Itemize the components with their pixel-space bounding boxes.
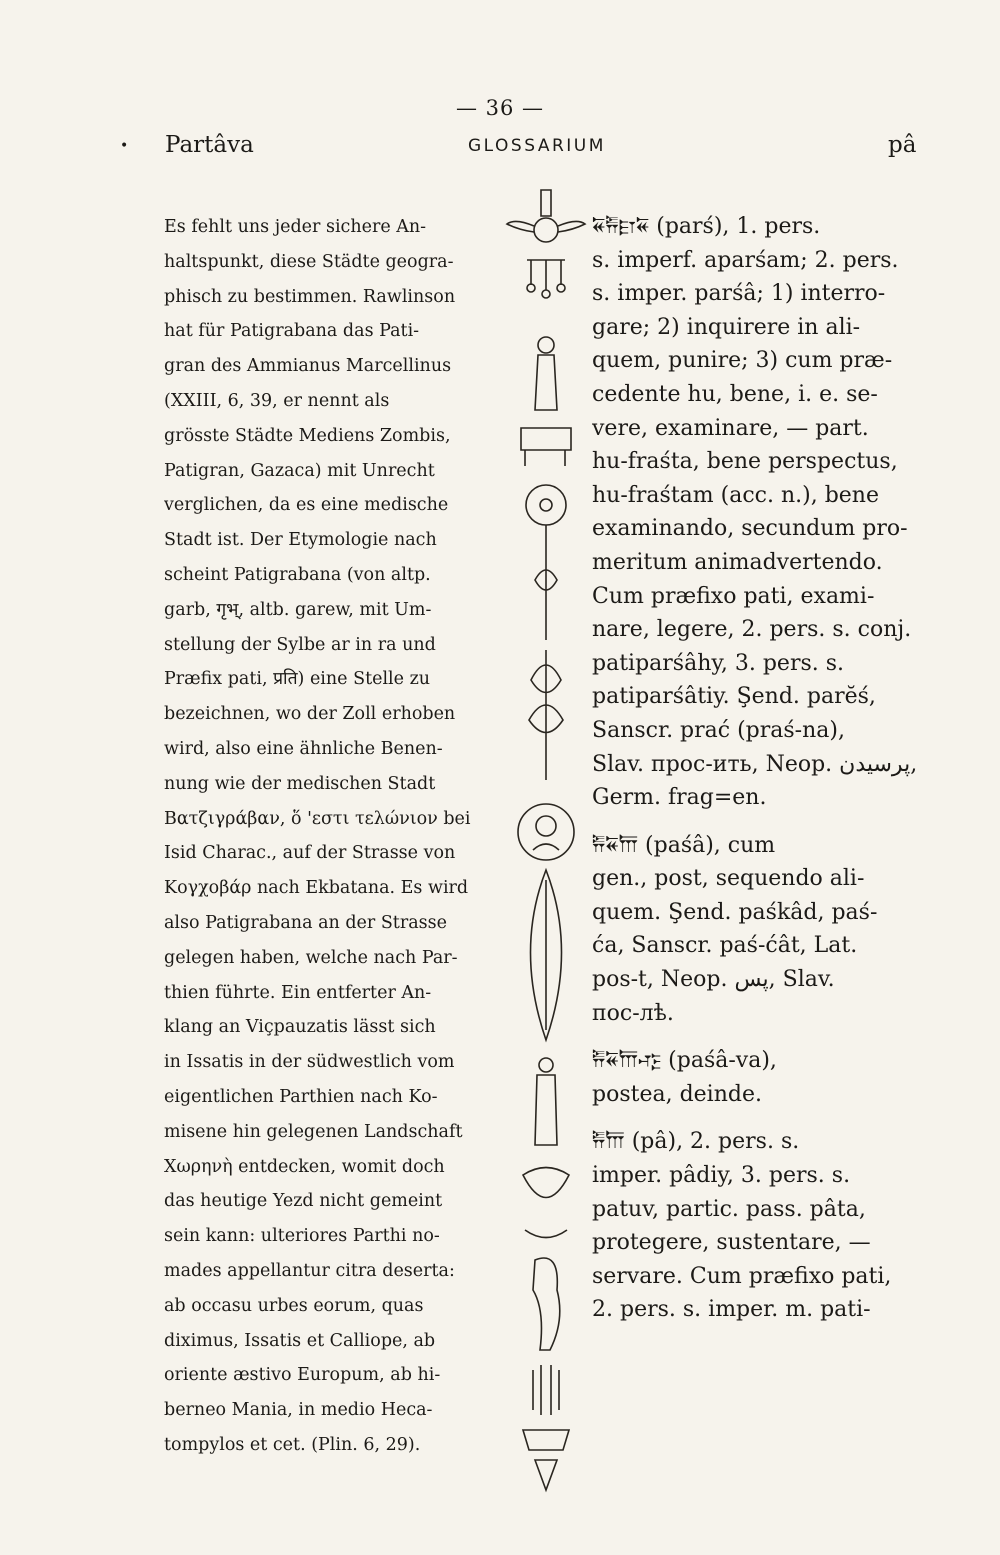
text-line: gare; 2) inquirere in ali- <box>592 314 861 340</box>
text-line: quem, punire; 3) cum præ- <box>592 348 893 374</box>
ornament-column <box>505 160 587 1500</box>
text-line: Germ. frag=en. <box>592 785 767 811</box>
text-line: Præfix pati, प्रति) eine Stelle zu <box>164 669 431 690</box>
text-line: berneo Mania, in medio Heca- <box>164 1400 433 1421</box>
text-line: Κογχοβάρ nach Ekbatana. Es wird <box>164 878 469 899</box>
text-line: ab occasu urbes eorum, quas <box>164 1295 424 1316</box>
text-line: examinando, secundum pro- <box>592 516 908 542</box>
text-line: eigentlichen Parthien nach Ko- <box>164 1086 438 1107</box>
text-line: bezeichnen, wo der Zoll erhoben <box>164 704 456 725</box>
glossary-entry <box>592 210 942 829</box>
text-line: nare, legere, 2. pers. s. conj. <box>592 617 912 643</box>
text-line: scheint Patigrabana (von altp. <box>164 564 431 585</box>
text-line: imper. pâdiy, 3. pers. s. <box>592 1163 851 1189</box>
running-head-center: GLOSSARIUM <box>468 136 606 156</box>
text-line: sein kann: ulteriores Parthi no- <box>164 1226 440 1247</box>
text-line: s. imper. parśâ; 1) interro- <box>592 281 886 307</box>
entry-gap <box>592 815 942 829</box>
entry-headword-line: 𐎱𐏁𐎠 (paśâ), cum <box>592 832 776 858</box>
text-line: grösste Städte Mediens Zombis, <box>164 425 451 446</box>
text-line: hat für Patigrabana das Pati- <box>164 321 420 342</box>
glossary-entry <box>592 1044 942 1125</box>
entry-gap <box>592 1030 942 1044</box>
text-line: verglichen, da es eine medische <box>164 495 449 516</box>
text-line: protegere, sustentare, — <box>592 1230 871 1256</box>
text-line: wird, also eine ähnliche Benen- <box>164 738 443 759</box>
text-line: vere, examinare, — part. <box>592 415 869 441</box>
text-line: gran des Ammianus Marcellinus <box>164 356 452 377</box>
running-head-left: Partâva <box>165 132 254 158</box>
text-line: diximus, Issatis et Calliope, ab <box>164 1330 436 1351</box>
text-line: Βατζιγράβαν, ὅ 'εστι τελώνιον bei <box>164 808 471 829</box>
running-head-right: pâ <box>888 132 917 158</box>
text-line: пос-лѣ. <box>592 1000 674 1026</box>
text-line: meritum animadvertendo. <box>592 549 883 575</box>
text-line: patiparśâtiy. Şend. parĕś, <box>592 684 876 710</box>
text-line: Χωρηνὴ entdecken, womit doch <box>164 1156 445 1177</box>
text-line: oriente æstivo Europum, ab hi- <box>164 1365 441 1386</box>
left-column-text <box>164 210 504 1463</box>
text-line: Es fehlt uns jeder sichere An- <box>164 217 427 237</box>
right-column-glossary <box>592 210 942 1327</box>
text-line: pos-t, Neop. پس, Slav. <box>592 967 835 993</box>
text-line: stellung der Sylbe ar in ra und <box>164 634 436 655</box>
glossary-entry <box>592 1125 942 1327</box>
text-line: misene hin gelegenen Landschaft <box>164 1121 463 1142</box>
winged-disc-icon <box>534 218 558 242</box>
entry-headword-line: 𐎱𐏁𐎠𐎺 (paśâ-va), <box>592 1048 777 1074</box>
text-line: gelegen haben, welche nach Par- <box>164 947 458 968</box>
entry-headword-line: 𐏁𐎱𐎼𐏁 (parś), 1. pers. <box>592 214 821 239</box>
text-line: servare. Cum præfixo pati, <box>592 1263 892 1289</box>
text-line: in Issatis in der südwestlich vom <box>164 1052 455 1073</box>
text-line: hu-fraśtam (acc. n.), bene <box>592 482 879 508</box>
text-line: Isid Charac., auf der Strasse von <box>164 843 456 864</box>
text-line: thien führte. Ein entferter An- <box>164 982 432 1003</box>
text-line: quem. Şend. paśkâd, paś- <box>592 899 878 925</box>
text-line: klang an Viçpauzatis lässt sich <box>164 1017 436 1038</box>
text-line: cedente hu, bene, i. e. se- <box>592 381 878 407</box>
text-line: postea, deinde. <box>592 1081 762 1107</box>
text-line: 2. pers. s. imper. m. pati- <box>592 1297 871 1323</box>
text-line: phisch zu bestimmen. Rawlinson <box>164 286 456 307</box>
glossary-entry <box>592 829 942 1045</box>
text-line: mades appellantur citra deserta: <box>164 1260 455 1281</box>
text-line: Stadt ist. Der Etymologie nach <box>164 530 437 551</box>
text-line: patiparśâhy, 3. pers. s. <box>592 650 845 676</box>
text-line: Cum præfixo pati, exami- <box>592 583 875 609</box>
text-line: gen., post, sequendo ali- <box>592 866 865 892</box>
text-line: also Patigrabana an der Strasse <box>164 912 447 933</box>
entry-headword-line: 𐎱𐎠 (pâ), 2. pers. s. <box>592 1129 800 1155</box>
page-number: — 36 — <box>455 96 545 120</box>
text-line: Slav. прос-ить, Neop. پرسیدن, <box>592 751 918 777</box>
text-line: haltspunkt, diese Städte geogra- <box>164 251 454 272</box>
text-line: patuv, partic. pass. pâta, <box>592 1196 866 1222</box>
text-line: das heutige Yezd nicht gemeint <box>164 1191 443 1212</box>
text-line: garb, गृभ्, altb. garew, mit Um- <box>164 599 432 620</box>
bullet-mark: • <box>120 138 129 154</box>
entry-gap <box>592 1111 942 1125</box>
text-line: ća, Sanscr. paś-ćât, Lat. <box>592 933 858 959</box>
text-line: s. imperf. aparśam; 2. pers. <box>592 247 899 273</box>
text-line: tompylos et cet. (Plin. 6, 29). <box>164 1434 421 1455</box>
text-line: nung wie der medischen Stadt <box>164 773 436 794</box>
text-line: (XXIII, 6, 39, er nennt als <box>164 390 390 411</box>
text-line: Patigran, Gazaca) mit Unrecht <box>164 460 435 481</box>
text-line: Sanscr. prać (praś-na), <box>592 717 845 743</box>
text-line: hu-fraśta, bene perspectus, <box>592 449 898 475</box>
